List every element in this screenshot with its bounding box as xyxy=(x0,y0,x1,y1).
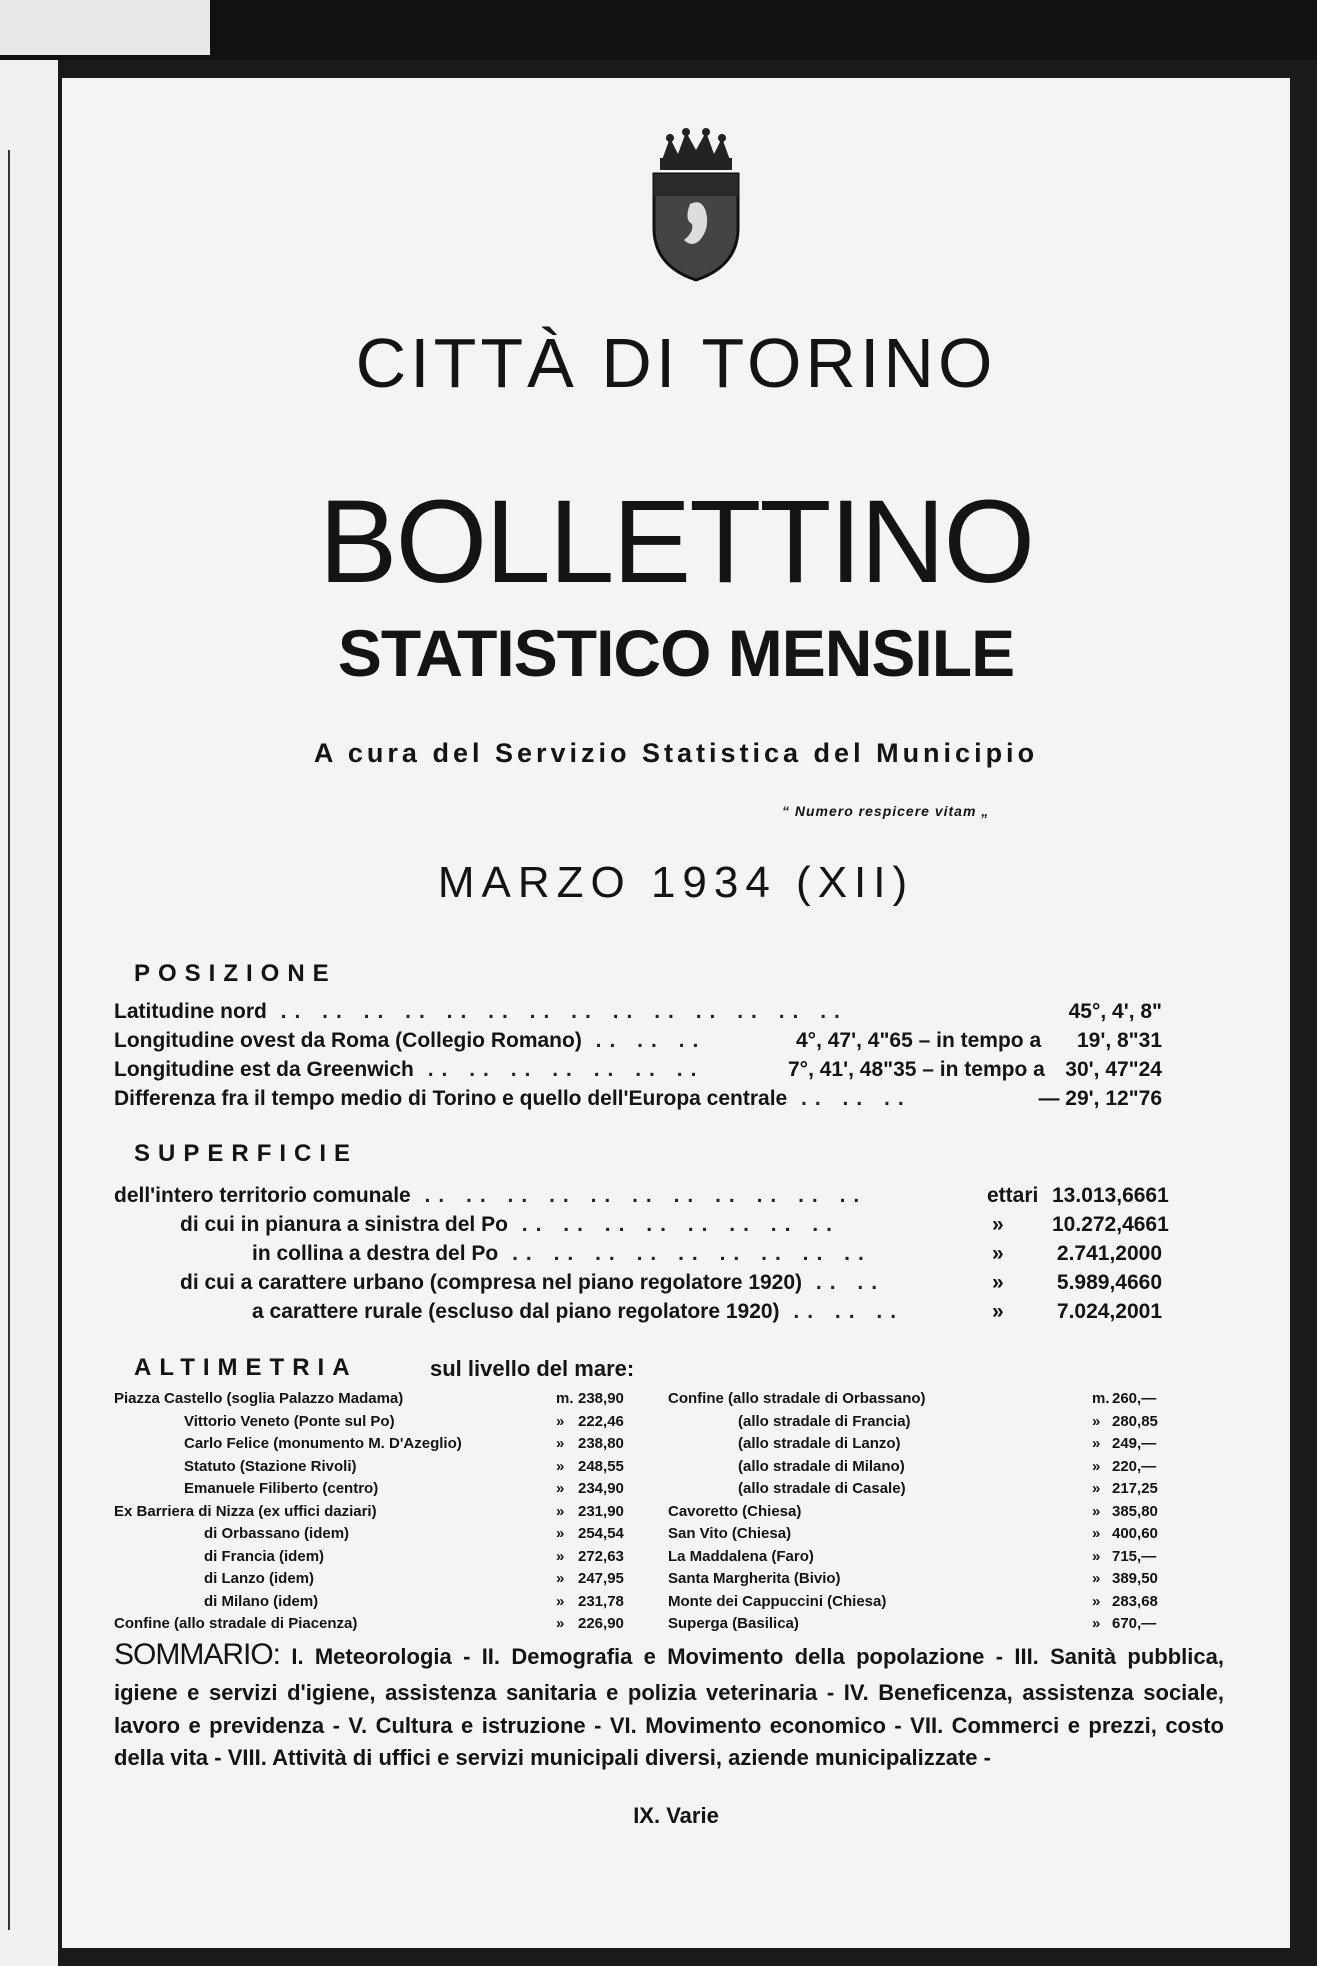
altimetria-unit: » xyxy=(556,1525,565,1542)
altimetria-value: 234,90 xyxy=(578,1480,624,1497)
altimetria-value: 283,68 xyxy=(1112,1592,1158,1610)
altimetria-label: di Orbassano (idem) xyxy=(204,1525,350,1542)
superficie-unit: » xyxy=(992,1242,1004,1265)
superficie-row: di cui in pianura a sinistra del Po .. .. .. .. .. .. .. .. xyxy=(180,1213,840,1236)
altimetria-label: Piazza Castello (soglia Palazzo Madama) xyxy=(114,1390,404,1407)
altimetria-value: 220,— xyxy=(1112,1457,1157,1475)
altimetria-unit: » xyxy=(556,1615,565,1632)
altimetria-unit: » xyxy=(1092,1480,1101,1497)
posizione-row: Latitudine nord .. .. .. .. .. .. .. .. .. .. .. .. .. .. xyxy=(114,1000,848,1023)
document-page xyxy=(62,78,1290,1948)
superficie-unit: » xyxy=(992,1271,1004,1294)
altimetria-label: Ex Barriera di Nizza (ex uffici daziari) xyxy=(114,1502,377,1520)
altimetria-value: 249,— xyxy=(1112,1435,1157,1452)
altimetria-label: di Lanzo (idem) xyxy=(204,1570,314,1587)
altimetria-unit: » xyxy=(1092,1570,1101,1587)
superficie-row: a carattere rurale (escluso dal piano regolatore 1920) .. .. .. xyxy=(252,1300,905,1323)
altimetria-unit: » xyxy=(556,1570,565,1587)
posizione-mid: 7°, 41', 48"35 – in tempo a xyxy=(788,1058,1045,1081)
altimetria-heading: ALTIMETRIA xyxy=(134,1354,358,1381)
altimetria-value: 248,55 xyxy=(578,1457,624,1475)
altimetria-unit: » xyxy=(556,1435,565,1452)
altimetria-value: 247,95 xyxy=(578,1570,624,1587)
altimetria-label: di Milano (idem) xyxy=(204,1592,319,1610)
superficie-unit: » xyxy=(992,1213,1004,1236)
altimetria-label: Cavoretto (Chiesa) xyxy=(668,1502,802,1520)
superficie-row: di cui a carattere urbano (compresa nel piano regolatore 1920) .. .. xyxy=(180,1271,886,1294)
altimetria-label: Statuto (Stazione Rivoli) xyxy=(184,1457,357,1475)
altimetria-unit: m. xyxy=(1092,1390,1110,1407)
altimetria-value: 272,63 xyxy=(578,1547,624,1565)
altimetria-unit: » xyxy=(1092,1547,1101,1565)
summary-text: I. Meteorologia - II. Demografia e Movimento della popolazione - III. Sanità pubblica, igiene e servizi d'igiene, assistenza sanitaria e polizia veterinaria - IV. Beneficenza, assistenza sociale, lavoro e previdenza - V. Cultura e istruzione - VI. Movimento economico - VII. Commerci e prezzi, costo della vita - VIII. Attività di uffici e servizi municipali diversi, aziende municipalizzate - xyxy=(114,1644,1224,1771)
altimetria-label: (allo stradale di Casale) xyxy=(738,1480,906,1497)
posizione-value: 45°, 4', 8" xyxy=(1068,1000,1162,1023)
altimetria-unit: » xyxy=(556,1480,565,1497)
altimetria-label: Monte dei Cappuccini (Chiesa) xyxy=(668,1592,887,1610)
posizione-value: — 29', 12"76 xyxy=(1038,1087,1162,1110)
altimetria-unit: » xyxy=(1092,1525,1101,1542)
altimetria-value: 226,90 xyxy=(578,1615,624,1632)
scan-top-border xyxy=(0,0,1317,60)
posizione-row: Differenza fra il tempo medio di Torino e quello dell'Europa centrale .. .. .. xyxy=(114,1087,912,1110)
superficie-row: dell'intero territorio comunale .. .. .. .. .. .. .. .. .. .. .. xyxy=(114,1184,868,1207)
altimetria-label: San Vito (Chiesa) xyxy=(668,1525,792,1542)
altimetria-label: (allo stradale di Milano) xyxy=(738,1457,905,1475)
altimetria-label: Carlo Felice (monumento M. D'Azeglio) xyxy=(184,1435,462,1452)
city-title: CITTÀ DI TORINO xyxy=(355,324,997,402)
posizione-row: Longitudine ovest da Roma (Collegio Romano) .. .. .. xyxy=(114,1029,707,1052)
superficie-row: in collina a destra del Po .. .. .. .. .. .. .. .. .. xyxy=(252,1242,872,1265)
altimetria-label: La Maddalena (Faro) xyxy=(668,1547,814,1565)
superficie-value: 2.741,2000 xyxy=(1056,1242,1162,1265)
altimetria-value: 670,— xyxy=(1112,1615,1157,1632)
superficie-value: 7.024,2001 xyxy=(1056,1300,1162,1323)
scan-left-margin xyxy=(0,60,58,1966)
issue-date: MARZO 1934 (XII) xyxy=(437,858,915,907)
altimetria-label: di Francia (idem) xyxy=(204,1547,325,1565)
bulletin-subtitle: STATISTICO MENSILE xyxy=(337,616,1015,690)
altimetria-unit: » xyxy=(556,1412,565,1430)
posizione-value: 19', 8"31 xyxy=(1076,1029,1162,1052)
altimetria-unit: » xyxy=(1092,1457,1101,1475)
superficie-value: 10.272,4661 xyxy=(1052,1213,1169,1236)
altimetria-value: 231,78 xyxy=(578,1592,624,1610)
altimetria-unit: » xyxy=(556,1502,565,1520)
summary-last: IX. Varie xyxy=(633,1803,719,1828)
torino-crest-icon xyxy=(648,128,744,283)
altimetria-label: Confine (allo stradale di Orbassano) xyxy=(668,1390,926,1407)
posizione-heading: POSIZIONE xyxy=(134,960,337,987)
superficie-value: 5.989,4660 xyxy=(1056,1271,1162,1294)
altimetria-unit: » xyxy=(1092,1435,1101,1452)
altimetria-value: 385,80 xyxy=(1112,1502,1158,1520)
altimetria-value: 389,50 xyxy=(1112,1570,1158,1587)
altimetria-value: 254,54 xyxy=(578,1525,624,1542)
altimetria-value: 280,85 xyxy=(1112,1412,1158,1430)
altimetria-value: 400,60 xyxy=(1112,1525,1158,1542)
altimetria-label: (allo stradale di Lanzo) xyxy=(738,1435,901,1452)
altimetria-value: 238,90 xyxy=(578,1390,624,1407)
altimetria-label: Emanuele Filiberto (centro) xyxy=(184,1480,379,1497)
altimetria-value: 260,— xyxy=(1112,1390,1157,1407)
altimetria-value: 217,25 xyxy=(1112,1480,1158,1497)
altimetria-value: 715,— xyxy=(1112,1547,1157,1565)
summary xyxy=(114,1633,1224,1775)
bulletin-title: BOLLETTINO xyxy=(318,476,1034,608)
altimetria-value: 222,46 xyxy=(578,1412,624,1430)
altimetria-unit: » xyxy=(1092,1502,1101,1520)
editor-line: A cura del Servizio Statistica del Municipio xyxy=(313,738,1039,768)
altimetria-value: 238,80 xyxy=(578,1435,624,1452)
altimetria-unit: » xyxy=(556,1547,565,1565)
posizione-row: Longitudine est da Greenwich .. .. .. .. .. .. .. xyxy=(114,1058,705,1081)
altimetria-unit: » xyxy=(1092,1592,1101,1610)
altimetria-label: Vittorio Veneto (Ponte sul Po) xyxy=(184,1412,395,1430)
superficie-value: 13.013,6661 xyxy=(1052,1184,1169,1207)
altimetria-heading-suffix: sul livello del mare: xyxy=(430,1356,635,1381)
posizione-mid: 4°, 47', 4"65 – in tempo a xyxy=(796,1029,1042,1052)
altimetria-unit: » xyxy=(556,1592,565,1610)
altimetria-label: Superga (Basilica) xyxy=(668,1615,799,1632)
superficie-heading: SUPERFICIE xyxy=(134,1140,359,1167)
altimetria-unit: » xyxy=(1092,1412,1101,1430)
altimetria-label: Confine (allo stradale di Piacenza) xyxy=(114,1615,358,1632)
altimetria-unit: m. xyxy=(556,1390,574,1407)
posizione-value: 30', 47"24 xyxy=(1065,1058,1162,1081)
altimetria-label: Santa Margherita (Bivio) xyxy=(668,1570,841,1587)
motto: “ Numero respicere vitam „ xyxy=(782,803,990,819)
superficie-unit: » xyxy=(992,1300,1004,1323)
summary-lead: SOMMARIO: xyxy=(114,1638,281,1671)
altimetria-label: (allo stradale di Francia) xyxy=(738,1412,911,1430)
altimetria-unit: » xyxy=(556,1457,565,1475)
altimetria-unit: » xyxy=(1092,1615,1101,1632)
altimetria-value: 231,90 xyxy=(578,1502,624,1520)
superficie-unit: ettari xyxy=(987,1184,1039,1207)
